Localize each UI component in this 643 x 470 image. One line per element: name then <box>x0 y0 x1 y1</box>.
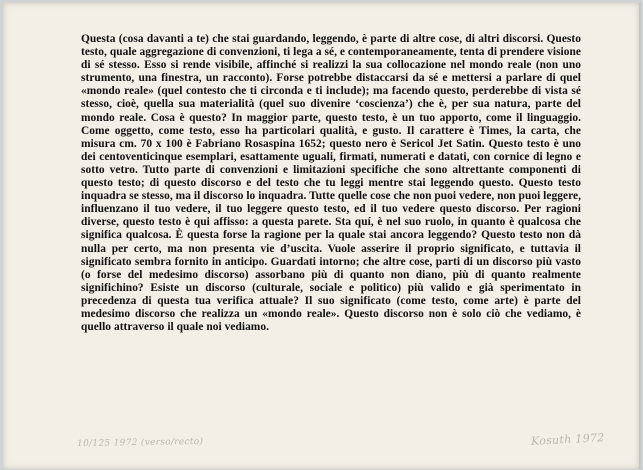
body-text: Questa (cosa davanti a te) che stai guardando, leggendo, è parte di altre cose, di altri discorsi. Questo testo, quale aggregazione di convenzioni, ti lega a sé, e contemporaneamente, tenta di prendere visione di sé stesso. Esso si rende visibile, affinché si realizzi la sua collocazione nel mondo reale (non uno strumento, una finestra, un racconto). Forse potrebbe distaccarsi da sé e mettersi a parlare di quel «mondo reale» (quel contesto che ti circonda e ti include); ma facendo questo, perderebbe di vista sé stesso, cioè, quella sua materialità (quel suo divenire ‘coscienza’) che è, per sua natura, parte del mondo reale. Cosa è questo? In maggior parte, questo testo, è un tuo apporto, come il linguaggio. Come oggetto, come testo, esso ha particolari qualità, e gusto. Il carattere è Times, la carta, che misura cm. 70 x 100 è Fabriano Rosaspina 1652; questo nero è Sericol Jet Satin. Questo testo è uno dei centoventicinque esemplari, esattamente uguali, firmati, numerati e datati, con cornice di legno e sotto vetro. Tutto parte di convenzioni e limitazioni specifiche che sono altrettante componenti di questo testo; di questo discorso e del testo che tu leggi mentre stai leggendo questo. Questo testo inquadra se stesso, ma il discorso lo inquadra. Tutte quelle cose che non puoi vedere, non puoi leggere, influenzano il tuo vedere, il tuo leggere questo testo, ed il tuo vedere questo discorso. Per ragioni diverse, questo testo è qui affisso: a questa parete. Sta quí, è nel suo ruolo, in quanto è qualcosa che significa qualcosa. È questa forse la ragione per la quale stai ancora leggendo? Questo testo non dà nulla per certo, ma non presenta vie d’uscita. Vuole asserire il proprio significato, e tuttavia il significato sembra fornito in anticipo. Guardati intorno; che altre cose, parti di un discorso più vasto (o forse del medesimo discorso) assorbano più di quanto non diano, più di quanto realmente significhino? Esiste un discorso (culturale, sociale e politico) più valido e già sperimentato in precedenza di questa tua verifica attuale? Il suo significato (come testo, come arte) è parte del medesimo discorso che realizza un «mondo reale». Questo discorso non è solo ciò che vediamo, è quello attraverso il quale noi vediamo. <box>81 33 582 334</box>
edition-inscription: 10/125 1972 (verso/recto) <box>76 436 204 450</box>
paper-sheet <box>3 2 641 469</box>
artist-signature: Kosuth 1972 <box>530 431 605 448</box>
